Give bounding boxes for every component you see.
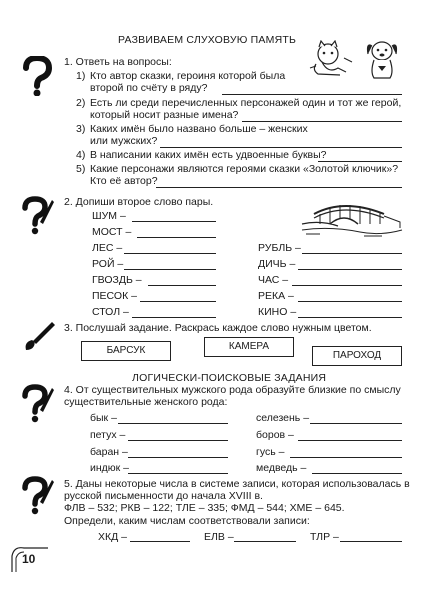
- task2-left-word: МОСТ –: [92, 226, 132, 238]
- dog-illustration: [364, 38, 400, 80]
- bridge-illustration: [300, 194, 404, 238]
- task1-q2-line1: Есть ли среди перечисленных персонажей один и тот же герой,: [90, 97, 402, 109]
- word-box-kamera[interactable]: КАМЕРА: [204, 337, 294, 357]
- task1-q2-answer-line[interactable]: [242, 121, 402, 122]
- task2-left-answer-line[interactable]: [132, 317, 216, 318]
- page-number: 10: [22, 552, 36, 566]
- task1-q1-line1: Кто автор сказки, героиня которой была: [90, 70, 286, 82]
- task4-right-word: гусь –: [256, 446, 285, 458]
- task2-right-answer-line[interactable]: [302, 253, 402, 254]
- task2-title: 2. Допиши второе слово пары.: [64, 196, 214, 208]
- task1-q2-line2: который носит разные имена?: [90, 109, 239, 121]
- task2-left-answer-line[interactable]: [148, 285, 216, 286]
- task2-left-word: РОЙ –: [92, 258, 124, 270]
- task4-left-answer-line[interactable]: [128, 457, 228, 458]
- task5-answer-line[interactable]: [340, 541, 402, 542]
- task1-q1-answer-line[interactable]: [222, 94, 402, 95]
- task1-title: 1. Ответь на вопросы:: [64, 56, 172, 68]
- task2-right-word: ЧАС –: [258, 274, 289, 286]
- task1-q1-num: 1): [76, 70, 86, 82]
- task3-title: 3. Послушай задание. Раскрась каждое слово нужным цветом.: [64, 322, 372, 334]
- task4-left-word: индюк –: [90, 462, 130, 474]
- task5-answer-label: ХКД –: [98, 531, 127, 543]
- word-box-barsuk[interactable]: БАРСУК: [81, 341, 171, 361]
- section-title-logic: ЛОГИЧЕСКИ-ПОИСКОВЫЕ ЗАДАНИЯ: [132, 372, 327, 384]
- task2-left-answer-line[interactable]: [124, 269, 216, 270]
- task5-answer-label: ЕЛВ –: [204, 531, 234, 543]
- task4-right-answer-line[interactable]: [298, 440, 402, 441]
- task4-left-word: петух –: [90, 429, 126, 441]
- task2-left-answer-line[interactable]: [132, 221, 216, 222]
- paintbrush-icon: [22, 320, 56, 352]
- pencil-question-icon: [22, 476, 54, 516]
- task2-left-word: ШУМ –: [92, 210, 126, 222]
- task4-left-answer-line[interactable]: [128, 440, 228, 441]
- task4-title-line2: существительные женского рода:: [64, 396, 228, 408]
- task4-right-answer-line[interactable]: [310, 423, 402, 424]
- task1-q1-line2: второй по счёту в ряду?: [90, 82, 208, 94]
- task2-right-answer-line[interactable]: [292, 285, 402, 286]
- task1-q3-line2: или мужских?: [90, 135, 158, 147]
- task4-right-word: боров –: [256, 429, 294, 441]
- task1-q5-num: 5): [76, 163, 86, 175]
- task1-q4-num: 4): [76, 149, 86, 161]
- task1-q5-answer-line[interactable]: [156, 187, 402, 188]
- task5-answer-line[interactable]: [234, 541, 296, 542]
- task4-right-answer-line[interactable]: [290, 457, 402, 458]
- task4-right-answer-line[interactable]: [312, 473, 402, 474]
- task4-left-answer-line[interactable]: [118, 423, 228, 424]
- cat-illustration: [308, 40, 354, 78]
- task5-line4: Определи, каким числам соответствовали записи:: [64, 515, 310, 527]
- task1-q3-num: 3): [76, 123, 86, 135]
- task2-right-answer-line[interactable]: [298, 317, 402, 318]
- task1-q4-line1: В написании каких имён есть удвоенные буквы?: [90, 149, 327, 161]
- task4-left-answer-line[interactable]: [128, 473, 228, 474]
- task1-q4-answer-line[interactable]: [318, 161, 402, 162]
- task4-title-line1: 4. От существительных мужского рода образуйте близкие по смыслу: [64, 384, 401, 396]
- task4-right-word: медведь –: [256, 462, 307, 474]
- task2-right-word: КИНО –: [258, 306, 297, 318]
- task2-left-word: СТОЛ –: [92, 306, 129, 318]
- task5-answer-line[interactable]: [130, 541, 190, 542]
- task2-right-answer-line[interactable]: [298, 301, 402, 302]
- task2-left-answer-line[interactable]: [140, 301, 216, 302]
- task4-left-word: бык –: [90, 412, 117, 424]
- task4-right-word: селезень –: [256, 412, 310, 424]
- task2-left-word: ПЕСОК –: [92, 290, 137, 302]
- task2-right-answer-line[interactable]: [298, 269, 402, 270]
- task1-q3-answer-line[interactable]: [160, 147, 402, 148]
- section-title-memory: РАЗВИВАЕМ СЛУХОВУЮ ПАМЯТЬ: [118, 34, 297, 46]
- task2-left-answer-line[interactable]: [137, 237, 216, 238]
- task1-q5-line2: Кто её автор?: [90, 175, 158, 187]
- task2-right-word: РУБЛЬ –: [258, 242, 301, 254]
- task5-line2: русской письменности до начала XVIII в.: [64, 490, 263, 502]
- task4-left-word: баран –: [90, 446, 128, 458]
- task2-right-word: ДИЧЬ –: [258, 258, 296, 270]
- task5-codes: ФЛВ – 532; РКВ – 122; ТЛЕ – 335; ФМД – 544; ХМЕ – 645.: [64, 502, 345, 514]
- task2-right-word: РЕКА –: [258, 290, 294, 302]
- question-mark-icon: [22, 56, 52, 96]
- word-box-parokhod[interactable]: ПАРОХОД: [312, 346, 402, 366]
- pencil-question-icon: [22, 196, 54, 236]
- pencil-question-icon: [22, 384, 54, 424]
- task1-q2-num: 2): [76, 97, 86, 109]
- task5-answer-label: ТЛР –: [310, 531, 339, 543]
- task1-q3-line1: Каких имён было названо больше – женских: [90, 123, 308, 135]
- task2-left-word: ЛЕС –: [92, 242, 123, 254]
- task2-left-answer-line[interactable]: [124, 253, 216, 254]
- task2-left-word: ГВОЗДЬ –: [92, 274, 142, 286]
- task5-line1: 5. Даны некоторые числа в системе записи, которая использовалась в: [64, 478, 410, 490]
- task1-q5-line1: Какие персонажи являются героями сказки «Золотой ключик»?: [90, 163, 399, 175]
